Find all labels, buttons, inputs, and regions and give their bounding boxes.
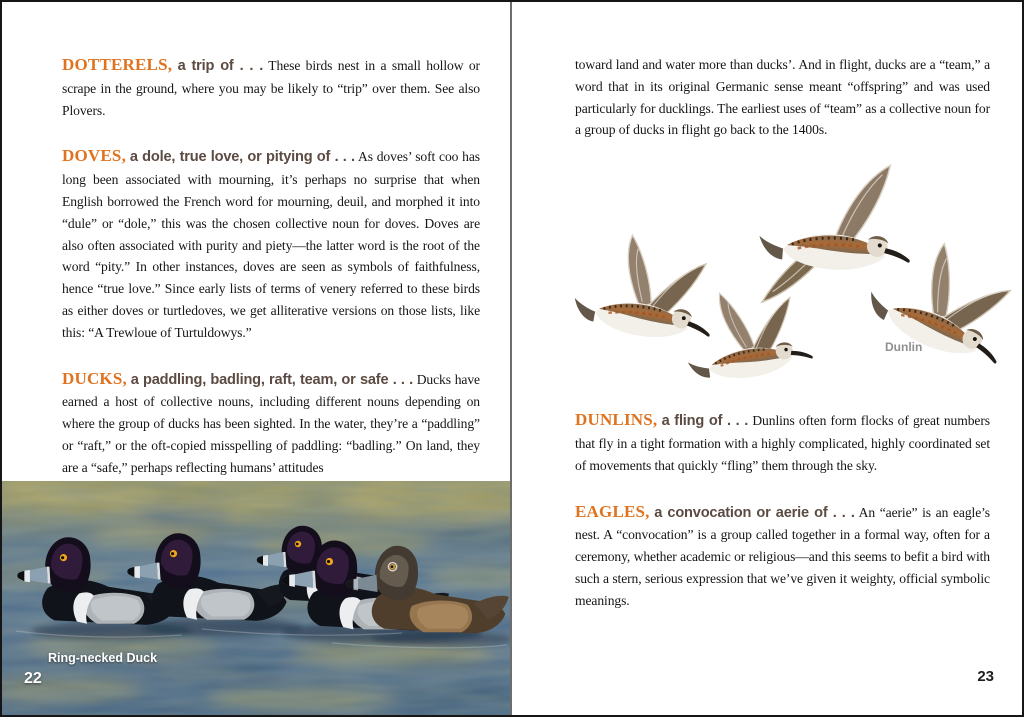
illustration-caption: Dunlin: [885, 340, 923, 355]
entry-collective-phrase: a trip of . . .: [177, 58, 264, 74]
entry-eagles: [575, 501, 990, 612]
page-gutter-divider: [510, 0, 512, 717]
entry-collective-phrase: a fling of . . .: [661, 413, 749, 430]
entry-body-text: As doves’ soft coo has long been associated with mourning, it’s perhaps no surprise that when English borrowed the French word for mourning, deuil, and morphed it into “dule” or “dole,” this was the chosen collective noun for doves. Doves are also often associated with purity and piety—the latter word is the root of the word “pity.” In other instances, doves are seen as symbols of faithfulness, hence “true love.” Since early lists of terms of venery referred to these birds as either doves or turtledoves, we get alliterative versions on those lists, like this: “A Trewloue of Turtuldowys.”: [62, 149, 480, 340]
entry-body-text: An “aerie” is an eagle’s nest. A “convocation” is a group called together in a formal way, often for a ceremony, whether academic or religious—and this seems to befit a bird with such a stern, serious expression that we’ve given it weighty, official symbolic meanings.: [575, 504, 990, 608]
entry-dunlins: [575, 409, 990, 476]
entry-ducks: [62, 368, 480, 479]
right-text-column: [575, 54, 990, 636]
entry-body-text: These birds nest in a small hollow or scrape in the ground, where you may be likely to “trip” over them. See also Plovers.: [62, 58, 480, 118]
entry-headword: DUNLINS,: [575, 410, 658, 430]
dunlin-illustration: [540, 147, 1015, 405]
entry-collective-phrase: a convocation or aerie of . . .: [654, 504, 855, 521]
page-number-left: 22: [24, 670, 42, 687]
left-text-column: [62, 54, 480, 503]
entry-dotterels: [62, 54, 480, 121]
entry-collective-phrase: a paddling, badling, raft, team, or safe . . .: [130, 371, 413, 388]
entry-headword: EAGLES,: [575, 501, 650, 521]
entry-body-text: Ducks have earned a host of collective nouns, including different nouns depending on where the group of ducks has been sighted. In the water, they’re a “paddling” or “raft,” or the oft-copied misspelling of paddling: “badling.” On land, they are a “safe,” perhaps reflecting humans’ attitudes: [62, 371, 480, 475]
entry-headword: DOVES,: [62, 146, 127, 166]
photo-caption: Ring-necked Duck: [48, 651, 158, 665]
page-number-right: 23: [977, 668, 994, 685]
entry-body-text: Dunlins often form flocks of great numbers that fly in a tight formation with a highly complicated, highly coordinated set of movements that quickly “fling” them through the sky.: [575, 413, 990, 473]
entry-headword: DOTTERELS,: [62, 55, 173, 74]
ring-necked-duck-photo: [2, 481, 510, 715]
entry-collective-phrase: a dole, true love, or pitying of . . .: [129, 149, 355, 166]
entry-doves: [62, 145, 480, 343]
entry-headword: DUCKS,: [62, 368, 127, 388]
ducks-entry-continuation: toward land and water more than ducks’. And in flight, ducks are a “team,” a word that in its original Germanic sense meant “offspring” and was used particularly for ducklings. The earliest uses of “team” as a collective noun for a group of ducks in flight go back to the 1400s.: [575, 57, 990, 138]
